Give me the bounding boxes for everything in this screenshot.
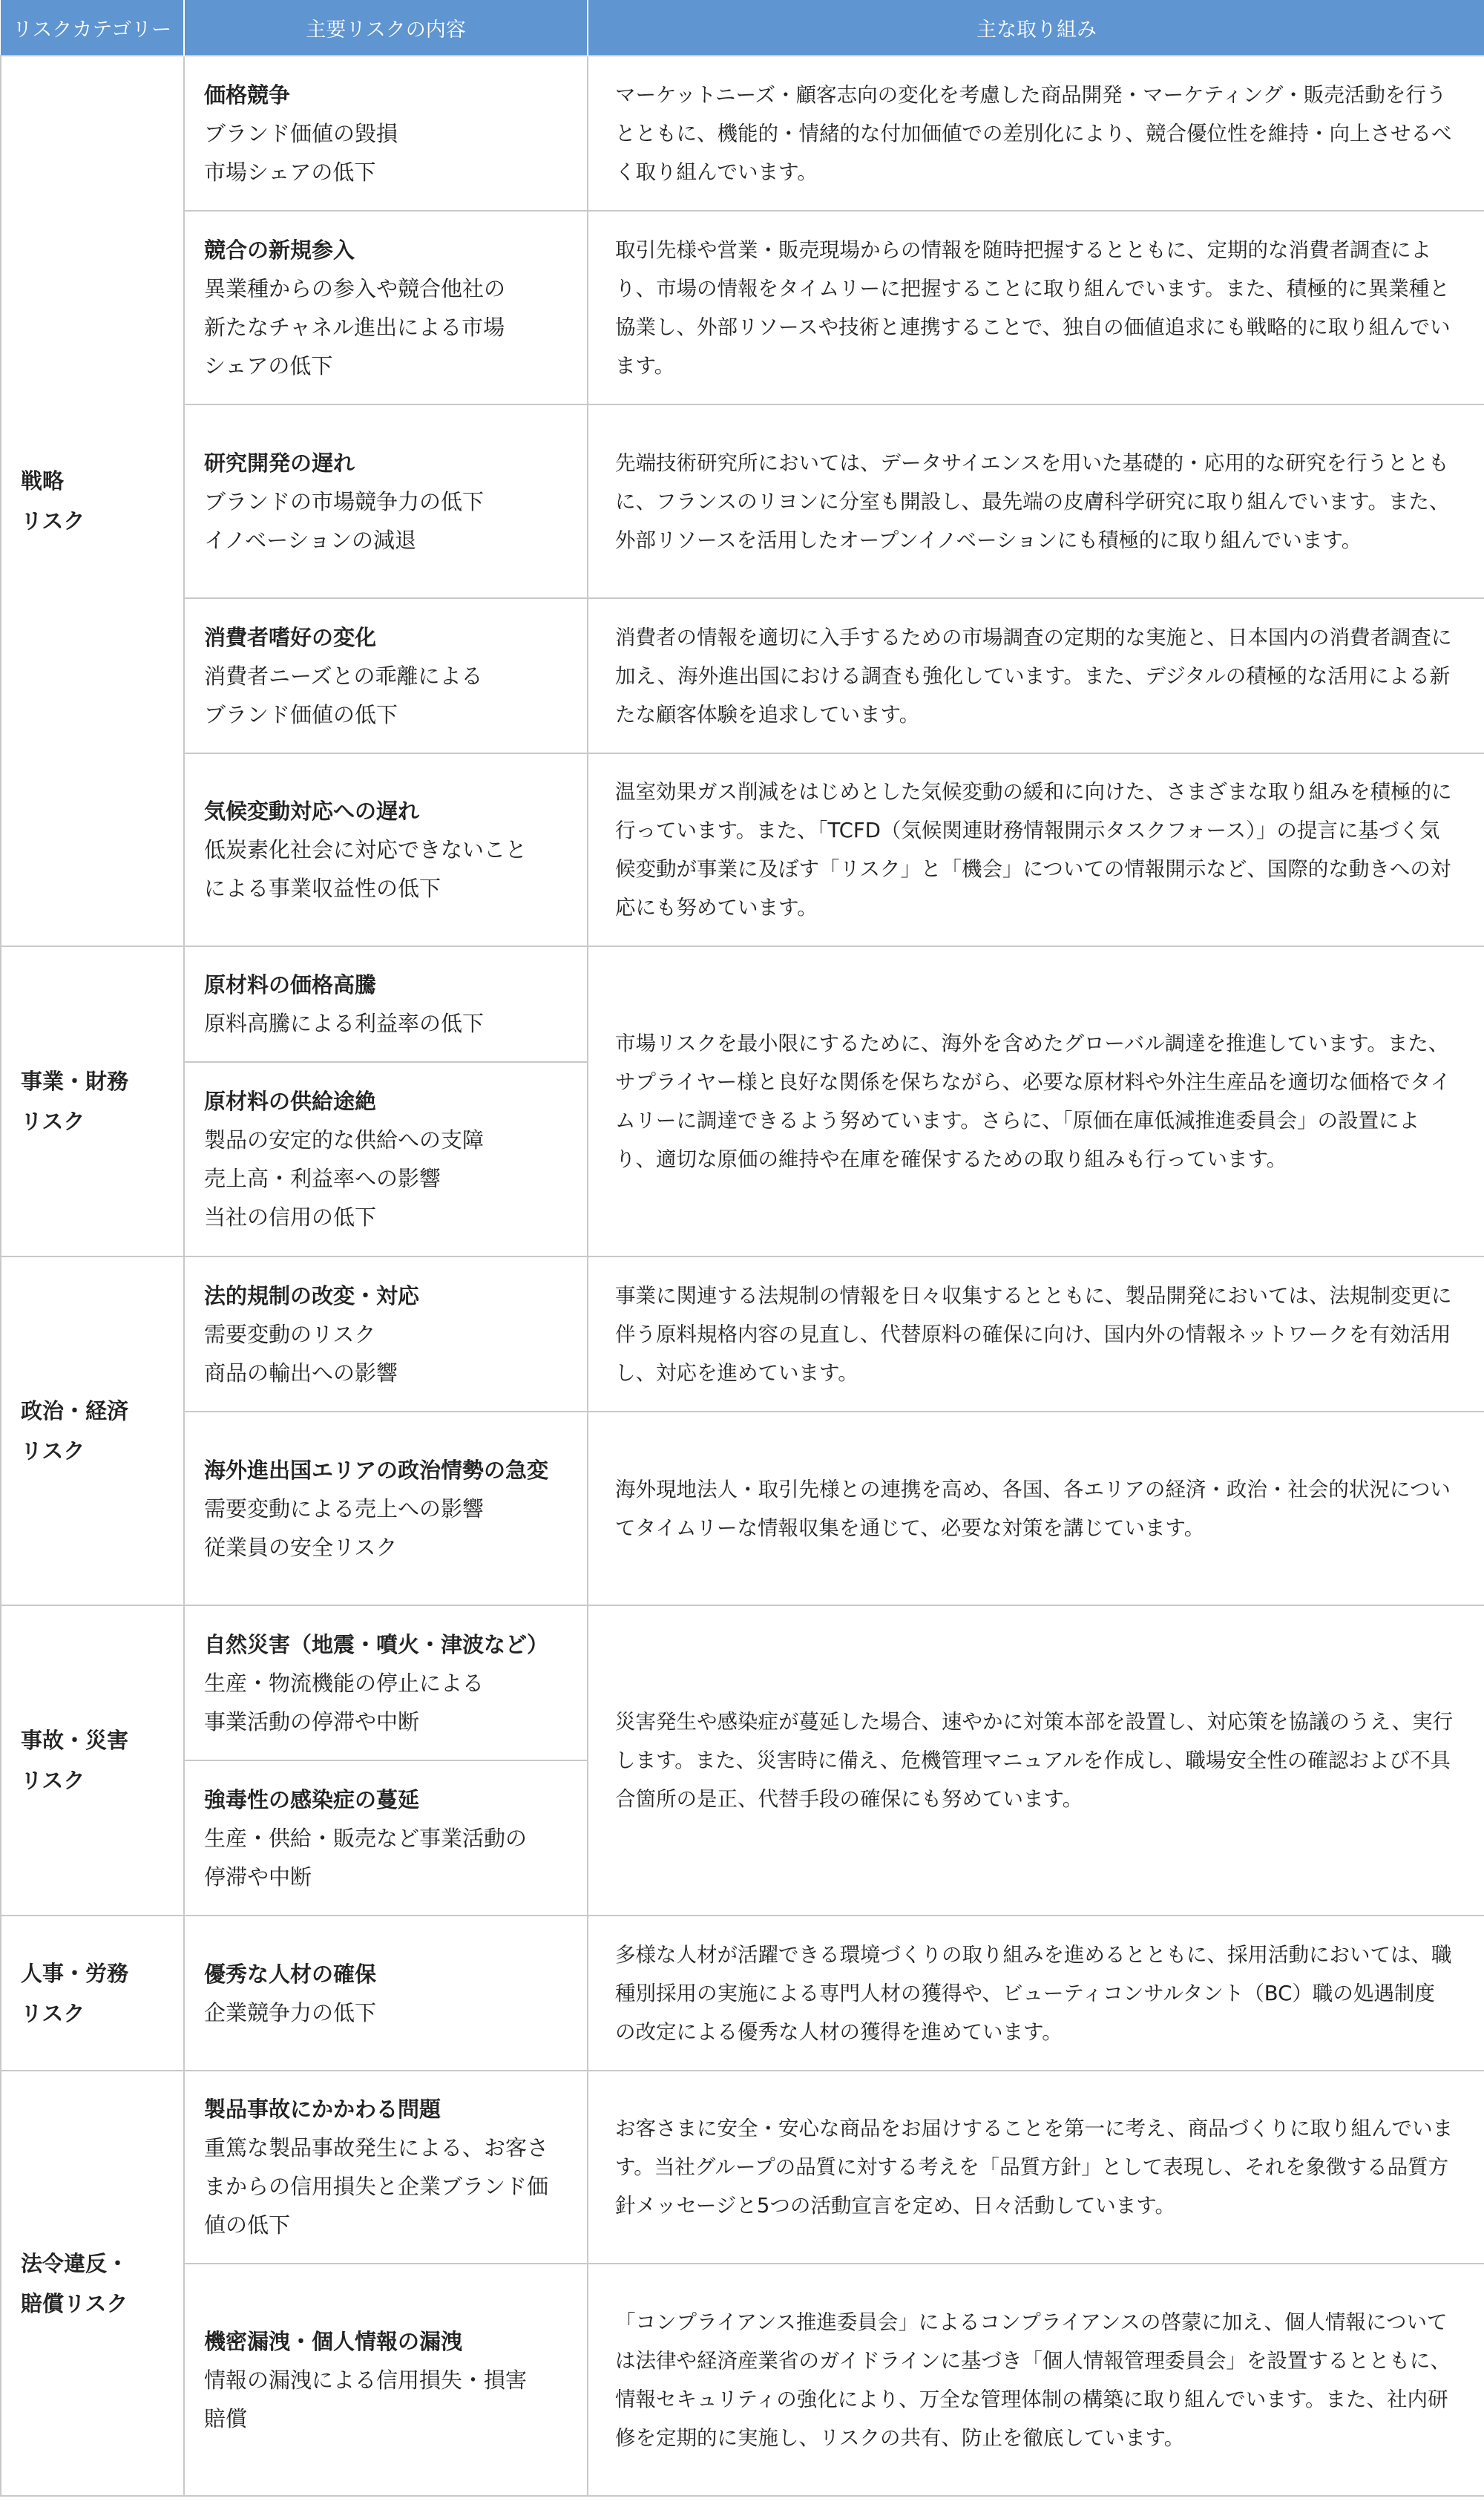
- risk-title: 研究開発の遅れ: [204, 450, 355, 476]
- action-cell: 海外現地法人・取引先様との連携を高め、各国、各エリアの経済・政治・社会的状況についてタイムリーな情報収集を通じて、必要な対策を講じています。: [588, 1412, 1484, 1605]
- risk-title: 機密漏洩・個人情報の漏洩: [204, 2328, 463, 2354]
- table-row: [1, 598, 1484, 753]
- risk-title: 原材料の価格高騰: [204, 972, 377, 997]
- risk-line: 消費者ニーズとの乖離による: [204, 663, 483, 689]
- table-row: [1, 753, 1484, 946]
- risk-line: 値の低下: [204, 2212, 291, 2238]
- category-cell: [1, 1605, 184, 1916]
- action-cell: マーケットニーズ・顧客志向の変化を考慮した商品開発・マーケティング・販売活動を行うとともに、機能的・情緒的な付加価値での差別化により、競合優位性を維持・向上させるべく取り組んでいます。: [588, 56, 1484, 211]
- risk-line: ブランド価値の低下: [204, 701, 398, 727]
- category-label: 戦略: [21, 468, 65, 494]
- risk-cell: [184, 2264, 588, 2496]
- risk-line: 商品の輸出への影響: [204, 1360, 398, 1386]
- table-row: [1, 1412, 1484, 1605]
- risk-title: 海外進出国エリアの政治情勢の急変: [204, 1457, 549, 1483]
- action-cell: 多様な人材が活躍できる環境づくりの取り組みを進めるとともに、採用活動においては、職種別採用の実施による専門人材の獲得や、ビューティコンサルタント（BC）職の処遇制度の改定による優秀な人材の獲得を進めています。: [588, 1916, 1484, 2071]
- risk-line: 情報の漏洩による信用損失・損害: [204, 2367, 528, 2393]
- risk-title: 気候変動対応への遅れ: [204, 799, 420, 824]
- risk-line: 生産・物流機能の停止による: [204, 1670, 485, 1696]
- risk-cell: [184, 946, 588, 1062]
- category-label: 事故・災害: [21, 1728, 129, 1753]
- risk-line: イノベーションの減退: [204, 527, 416, 553]
- risk-line: 売上高・利益率への影響: [204, 1166, 441, 1191]
- header-action: 主な取り組み: [588, 0, 1484, 56]
- category-label: リスク: [21, 1438, 85, 1464]
- risk-title: 優秀な人材の確保: [204, 1961, 377, 1987]
- risk-line: 重篤な製品事故発生による、お客さ: [204, 2135, 549, 2160]
- table-row: [1, 404, 1484, 598]
- category-cell: [1, 56, 184, 946]
- risk-title: 製品事故にかかわる問題: [204, 2097, 441, 2122]
- category-label: 政治・経済: [21, 1398, 129, 1423]
- risk-title: 原材料の供給途絶: [204, 1089, 377, 1114]
- action-cell: 市場リスクを最小限にするために、海外を含めたグローバル調達を推進しています。また、サプライヤー様と良好な関係を保ちながら、必要な原材料や外注生産品を適切な価格でタイムリーに調達できるよう努めています。さらに、「原価在庫低減推進委員会」の設置により、適切な原価の維持や在庫を確保するための取り組みも行っています。: [588, 946, 1484, 1256]
- risk-line: 事業活動の停滞や中断: [204, 1708, 420, 1734]
- risk-cell: [184, 56, 588, 211]
- action-cell: 先端技術研究所においては、データサイエンスを用いた基礎的・応用的な研究を行うとともに、フランスのリヨンに分室も開設し、最先端の皮膚科学研究に取り組んでいます。また、外部リソースを活用したオープンイノベーションにも積極的に取り組んでいます。: [588, 404, 1484, 598]
- header-category: リスクカテゴリー: [1, 0, 184, 56]
- category-label: リスク: [21, 1109, 85, 1134]
- risk-cell: [184, 753, 588, 946]
- risk-title: 競合の新規参入: [204, 237, 355, 263]
- category-label: リスク: [21, 508, 85, 534]
- risk-title: 法的規制の改変・対応: [204, 1282, 420, 1308]
- category-label: リスク: [21, 1768, 85, 1793]
- category-cell: [1, 946, 184, 1256]
- category-cell: [1, 1916, 184, 2071]
- risk-cell: [184, 1916, 588, 2071]
- risk-line: 需要変動による売上への影響: [204, 1495, 485, 1521]
- table-row: [1, 2071, 1484, 2264]
- risk-line: 企業競争力の低下: [204, 1999, 377, 2025]
- risk-line: による事業収益性の低下: [204, 876, 441, 901]
- category-cell: [1, 1256, 184, 1605]
- risk-cell: [184, 2071, 588, 2264]
- table-row: [1, 1256, 1484, 1412]
- risk-cell: [184, 1256, 588, 1412]
- action-cell: 「コンプライアンス推進委員会」によるコンプライアンスの啓蒙に加え、個人情報については法律や経済産業省のガイドラインに基づき「個人情報管理委員会」を設置するとともに、情報セキュリティの強化により、万全な管理体制の構築に取り組んでいます。また、社内研修を定期的に実施し、リスクの共有、防止を徹底しています。: [588, 2264, 1484, 2496]
- risk-line: シェアの低下: [204, 353, 333, 379]
- risk-cell: [184, 1760, 588, 1916]
- risk-title: 強毒性の感染症の蔓延: [204, 1786, 420, 1812]
- risk-line: まからの信用損失と企業ブランド価: [204, 2174, 549, 2199]
- risk-line: 生産・供給・販売など事業活動の: [204, 1825, 528, 1851]
- risk-line: 従業員の安全リスク: [204, 1534, 398, 1560]
- category-label: 法令違反・: [21, 2250, 129, 2276]
- risk-line: ブランドの市場競争力の低下: [204, 488, 485, 514]
- risk-cell: [184, 211, 588, 404]
- risk-line: 異業種からの参入や競合他社の: [204, 275, 506, 301]
- category-label: 事業・財務: [21, 1069, 129, 1094]
- action-cell: 温室効果ガス削減をはじめとした気候変動の緩和に向けた、さまざまな取り組みを積極的に行っています。また、「TCFD（気候関連財務情報開示タスクフォース）」の提言に基づく気候変動が事業に及ぼす「リスク」と「機会」についての情報開示など、国際的な動きへの対応にも努めています。: [588, 753, 1484, 946]
- risk-line: 停滞や中断: [204, 1864, 312, 1890]
- table-row: [1, 2264, 1484, 2496]
- risk-line: 市場シェアの低下: [204, 159, 376, 185]
- category-cell: [1, 2071, 184, 2496]
- risk-title: 価格競争: [204, 82, 291, 108]
- risk-line: 賠償: [204, 2405, 248, 2431]
- risk-cell: [184, 1062, 588, 1256]
- risk-line: 低炭素化社会に対応できないこと: [204, 837, 528, 862]
- action-cell: お客さまに安全・安心な商品をお届けすることを第一に考え、商品づくりに取り組んでいます。当社グループの品質に対する考えを「品質方針」として表現し、それを象徴する品質方針メッセージと5つの活動宣言を定め、日々活動しています。: [588, 2071, 1484, 2264]
- risk-cell: [184, 1412, 588, 1605]
- table-row: [1, 56, 1484, 211]
- risk-line: 原料高騰による利益率の低下: [204, 1011, 485, 1036]
- category-label: リスク: [21, 2000, 85, 2026]
- risk-cell: [184, 1605, 588, 1760]
- risk-line: 当社の信用の低下: [204, 1205, 377, 1230]
- action-cell: 災害発生や感染症が蔓延した場合、速やかに対策本部を設置し、対応策を協議のうえ、実行します。また、災害時に備え、危機管理マニュアルを作成し、職場安全性の確認および不具合箇所の是正、代替手段の確保にも努めています。: [588, 1605, 1484, 1916]
- risk-line: ブランド価値の毀損: [204, 120, 398, 146]
- category-label: 賠償リスク: [21, 2290, 128, 2316]
- risk-title: 自然災害（地震・噴火・津波など）: [204, 1631, 549, 1657]
- table-row: [1, 1916, 1484, 2071]
- risk-line: 需要変動のリスク: [204, 1321, 376, 1347]
- header-row: [1, 0, 1484, 56]
- table-row: [1, 946, 1484, 1062]
- table-row: [1, 211, 1484, 404]
- risk-line: 新たなチャネル進出による市場: [204, 314, 505, 340]
- risk-line: 製品の安定的な供給への支障: [204, 1127, 485, 1153]
- risk-cell: [184, 404, 588, 598]
- table-row: [1, 1605, 1484, 1760]
- action-cell: 消費者の情報を適切に入手するための市場調査の定期的な実施と、日本国内の消費者調査に加え、海外進出国における調査も強化しています。また、デジタルの積極的な活用による新たな顧客体験を追求しています。: [588, 598, 1484, 753]
- category-label: 人事・労務: [21, 1960, 129, 1986]
- header-content: 主要リスクの内容: [184, 0, 588, 56]
- action-cell: 事業に関連する法規制の情報を日々収集するとともに、製品開発においては、法規制変更に伴う原料規格内容の見直し、代替原料の確保に向け、国内外の情報ネットワークを有効活用し、対応を進めています。: [588, 1256, 1484, 1412]
- risk-cell: [184, 598, 588, 753]
- action-cell: 取引先様や営業・販売現場からの情報を随時把握するとともに、定期的な消費者調査により、市場の情報をタイムリーに把握することに取り組んでいます。また、積極的に異業種と協業し、外部リソースや技術と連携することで、独自の価値追求にも戦略的に取り組んでいます。: [588, 211, 1484, 404]
- risk-title: 消費者嗜好の変化: [204, 624, 377, 650]
